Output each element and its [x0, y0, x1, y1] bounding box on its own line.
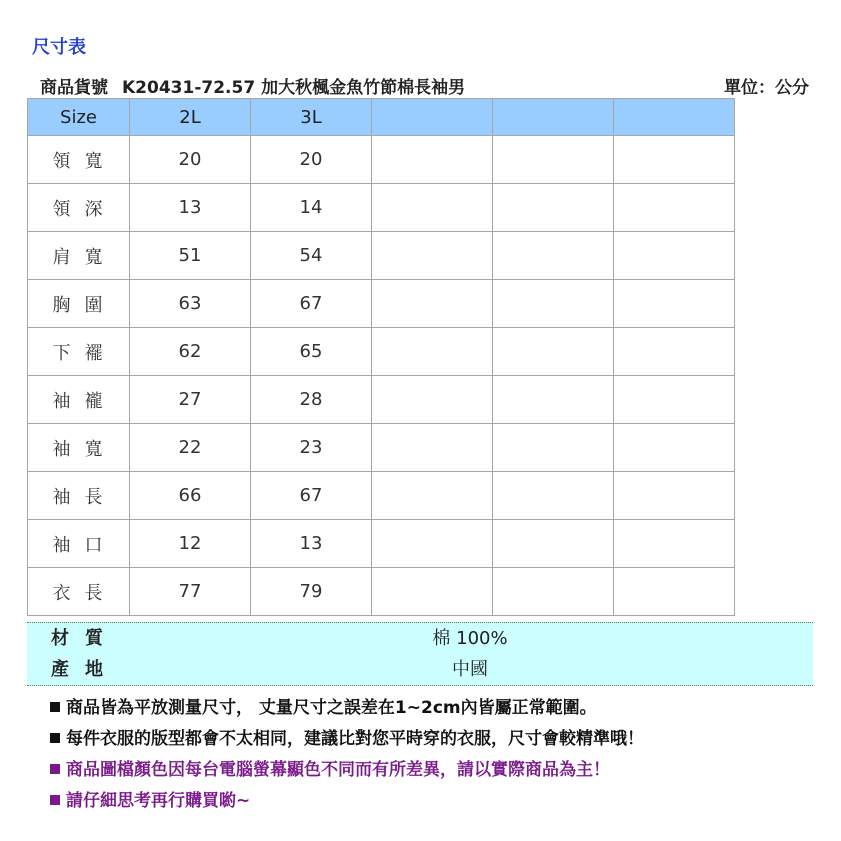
table-cell: 79 — [251, 568, 372, 616]
table-cell — [372, 184, 493, 232]
square-bullet-icon — [50, 702, 60, 712]
table-cell: 14 — [251, 184, 372, 232]
table-cell: 23 — [251, 424, 372, 472]
table-cell — [614, 184, 735, 232]
size-header-row — [28, 99, 735, 136]
table-cell — [493, 280, 614, 328]
square-bullet-icon — [50, 795, 60, 805]
table-cell — [614, 520, 735, 568]
row-label: 袖襱 — [28, 376, 130, 424]
table-cell — [493, 472, 614, 520]
table-cell: 20 — [130, 136, 251, 184]
table-row — [28, 568, 735, 616]
table-cell: 67 — [251, 280, 372, 328]
table-cell — [614, 376, 735, 424]
row-label: 下襬 — [28, 328, 130, 376]
origin-value: 中國 — [452, 659, 488, 680]
material-origin-panel — [27, 622, 813, 686]
table-cell: 65 — [251, 328, 372, 376]
table-cell: 20 — [251, 136, 372, 184]
note-item: 商品皆為平放測量尺寸， 丈量尺寸之誤差在1~2cm內皆屬正常範圍。 — [50, 693, 644, 724]
square-bullet-icon — [50, 764, 60, 774]
note-item: 請仔細思考再行購買喲~ — [50, 786, 644, 817]
product-label: 商品貨號 — [40, 78, 108, 98]
row-label: 胸圍 — [28, 280, 130, 328]
row-label: 袖長 — [28, 472, 130, 520]
table-cell — [493, 568, 614, 616]
table-cell: 13 — [251, 520, 372, 568]
table-cell: 12 — [130, 520, 251, 568]
table-cell — [614, 136, 735, 184]
table-cell — [614, 280, 735, 328]
table-cell — [372, 328, 493, 376]
table-cell — [614, 472, 735, 520]
row-label: 袖寬 — [28, 424, 130, 472]
size-table — [27, 98, 735, 616]
table-cell — [614, 328, 735, 376]
table-cell — [493, 424, 614, 472]
header-empty — [372, 99, 493, 136]
square-bullet-icon — [50, 733, 60, 743]
table-cell — [372, 376, 493, 424]
table-cell — [372, 472, 493, 520]
product-info — [40, 73, 465, 98]
table-row — [28, 472, 735, 520]
row-label: 衣長 — [28, 568, 130, 616]
header-3l: 3L — [251, 99, 372, 136]
table-row — [28, 328, 735, 376]
table-cell: 54 — [251, 232, 372, 280]
table-cell: 63 — [130, 280, 251, 328]
table-cell — [372, 136, 493, 184]
table-row — [28, 280, 735, 328]
header-empty — [493, 99, 614, 136]
row-label: 領寬 — [28, 136, 130, 184]
table-row — [28, 232, 735, 280]
header-2l: 2L — [130, 99, 251, 136]
table-cell: 77 — [130, 568, 251, 616]
note-item: 每件衣服的版型都會不太相同，建議比對您平時穿的衣服，尺寸會較精準哦！ — [50, 724, 644, 755]
material-label: 材質 — [51, 628, 119, 649]
table-cell: 51 — [130, 232, 251, 280]
table-row — [28, 520, 735, 568]
table-cell — [493, 232, 614, 280]
notes-list — [50, 693, 644, 817]
table-cell: 62 — [130, 328, 251, 376]
table-cell: 27 — [130, 376, 251, 424]
table-cell: 67 — [251, 472, 372, 520]
row-label: 領深 — [28, 184, 130, 232]
table-cell: 28 — [251, 376, 372, 424]
unit-label: 單位：公分 — [724, 78, 809, 98]
page-title: 尺寸表 — [32, 37, 86, 58]
origin-label: 產地 — [51, 659, 119, 680]
note-item: 商品圖檔顏色因每台電腦螢幕顯色不同而有所差異，請以實際商品為主！ — [50, 755, 644, 786]
table-cell — [614, 568, 735, 616]
row-label: 肩寬 — [28, 232, 130, 280]
table-row — [28, 376, 735, 424]
header-size: Size — [28, 99, 130, 136]
table-cell — [372, 280, 493, 328]
table-row — [28, 184, 735, 232]
table-cell — [493, 328, 614, 376]
material-value: 棉 100% — [432, 628, 508, 649]
table-cell — [493, 184, 614, 232]
table-cell — [372, 568, 493, 616]
origin-row — [27, 654, 813, 685]
table-cell — [372, 520, 493, 568]
table-row — [28, 136, 735, 184]
header-empty — [614, 99, 735, 136]
row-label: 袖口 — [28, 520, 130, 568]
table-row — [28, 424, 735, 472]
table-cell: 66 — [130, 472, 251, 520]
product-code: K20431-72.57 加大秋楓金魚竹節棉長袖男 — [122, 78, 466, 98]
table-cell — [614, 232, 735, 280]
table-cell — [493, 136, 614, 184]
table-cell: 22 — [130, 424, 251, 472]
material-row — [27, 623, 813, 654]
table-cell — [614, 424, 735, 472]
table-cell — [493, 520, 614, 568]
table-cell — [493, 376, 614, 424]
table-cell — [372, 424, 493, 472]
table-cell — [372, 232, 493, 280]
table-cell: 13 — [130, 184, 251, 232]
